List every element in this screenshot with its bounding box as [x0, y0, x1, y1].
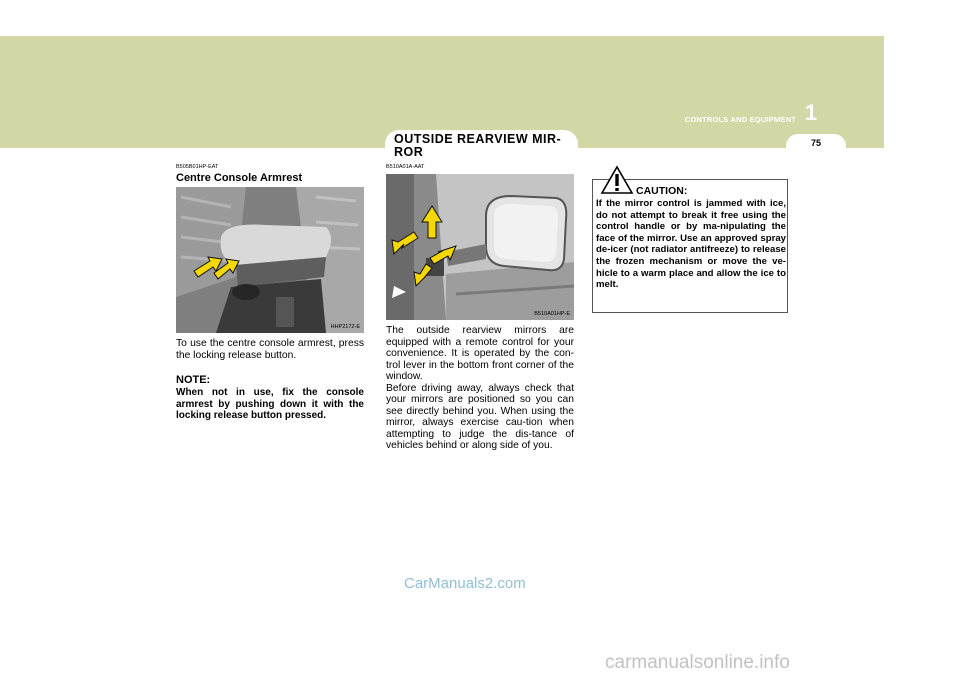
note-title: NOTE:	[176, 374, 211, 386]
mirror-illustration	[386, 174, 574, 320]
watermark-carmanuals2: CarManuals2.com	[404, 575, 526, 592]
page-number: 75	[810, 138, 821, 148]
caution-box	[592, 179, 788, 313]
section-title: OUTSIDE REARVIEW MIR-ROR	[394, 132, 562, 159]
section-code: B510A01A-AAT	[386, 164, 425, 170]
caution-title: CAUTION:	[636, 185, 688, 197]
caution-text: If the mirror control is jammed with ice, do not attempt to break it free using the control handle or by ma-nipulating the face of the mirror. Use an approved spray de-icer (not radiator antifreeze) to release the frozen mechanism or move the ve-hicle to a warm place and allow the ice to melt.	[596, 198, 786, 291]
mirror-body-text: The outside rearview mirrors are equipped with a remote control for your convenience. It is operated by the con-trol lever in the bottom front corner of the window. Before driving away, always check that your mirrors are positioned so you can see directly behind you. When using the mirror, always exercise cau-tion when attempting to judge the dis-tance of vehicles behind or along side of you.	[386, 325, 574, 451]
note-text: When not in use, fix the console armrest by pushing down it with the locking release button pressed.	[176, 387, 364, 421]
section-code: B505B01HP-EAT	[176, 164, 219, 170]
mirror-photo	[386, 174, 574, 320]
photo-caption: B510A01HP-E	[534, 311, 570, 317]
armrest-photo	[176, 187, 364, 333]
photo-caption: HHP2172-E	[330, 324, 360, 330]
warning-triangle-icon	[600, 165, 634, 195]
armrest-body-text: To use the centre console armrest, press the locking release button.	[176, 338, 364, 361]
section-heading: Centre Console Armrest	[176, 172, 303, 184]
watermark-carmanualsonline: carmanualsonline.info	[605, 652, 790, 673]
chapter-number: 1	[804, 100, 818, 125]
section-label: CONTROLS AND EQUIPMENT	[684, 115, 796, 124]
armrest-illustration	[176, 187, 364, 333]
